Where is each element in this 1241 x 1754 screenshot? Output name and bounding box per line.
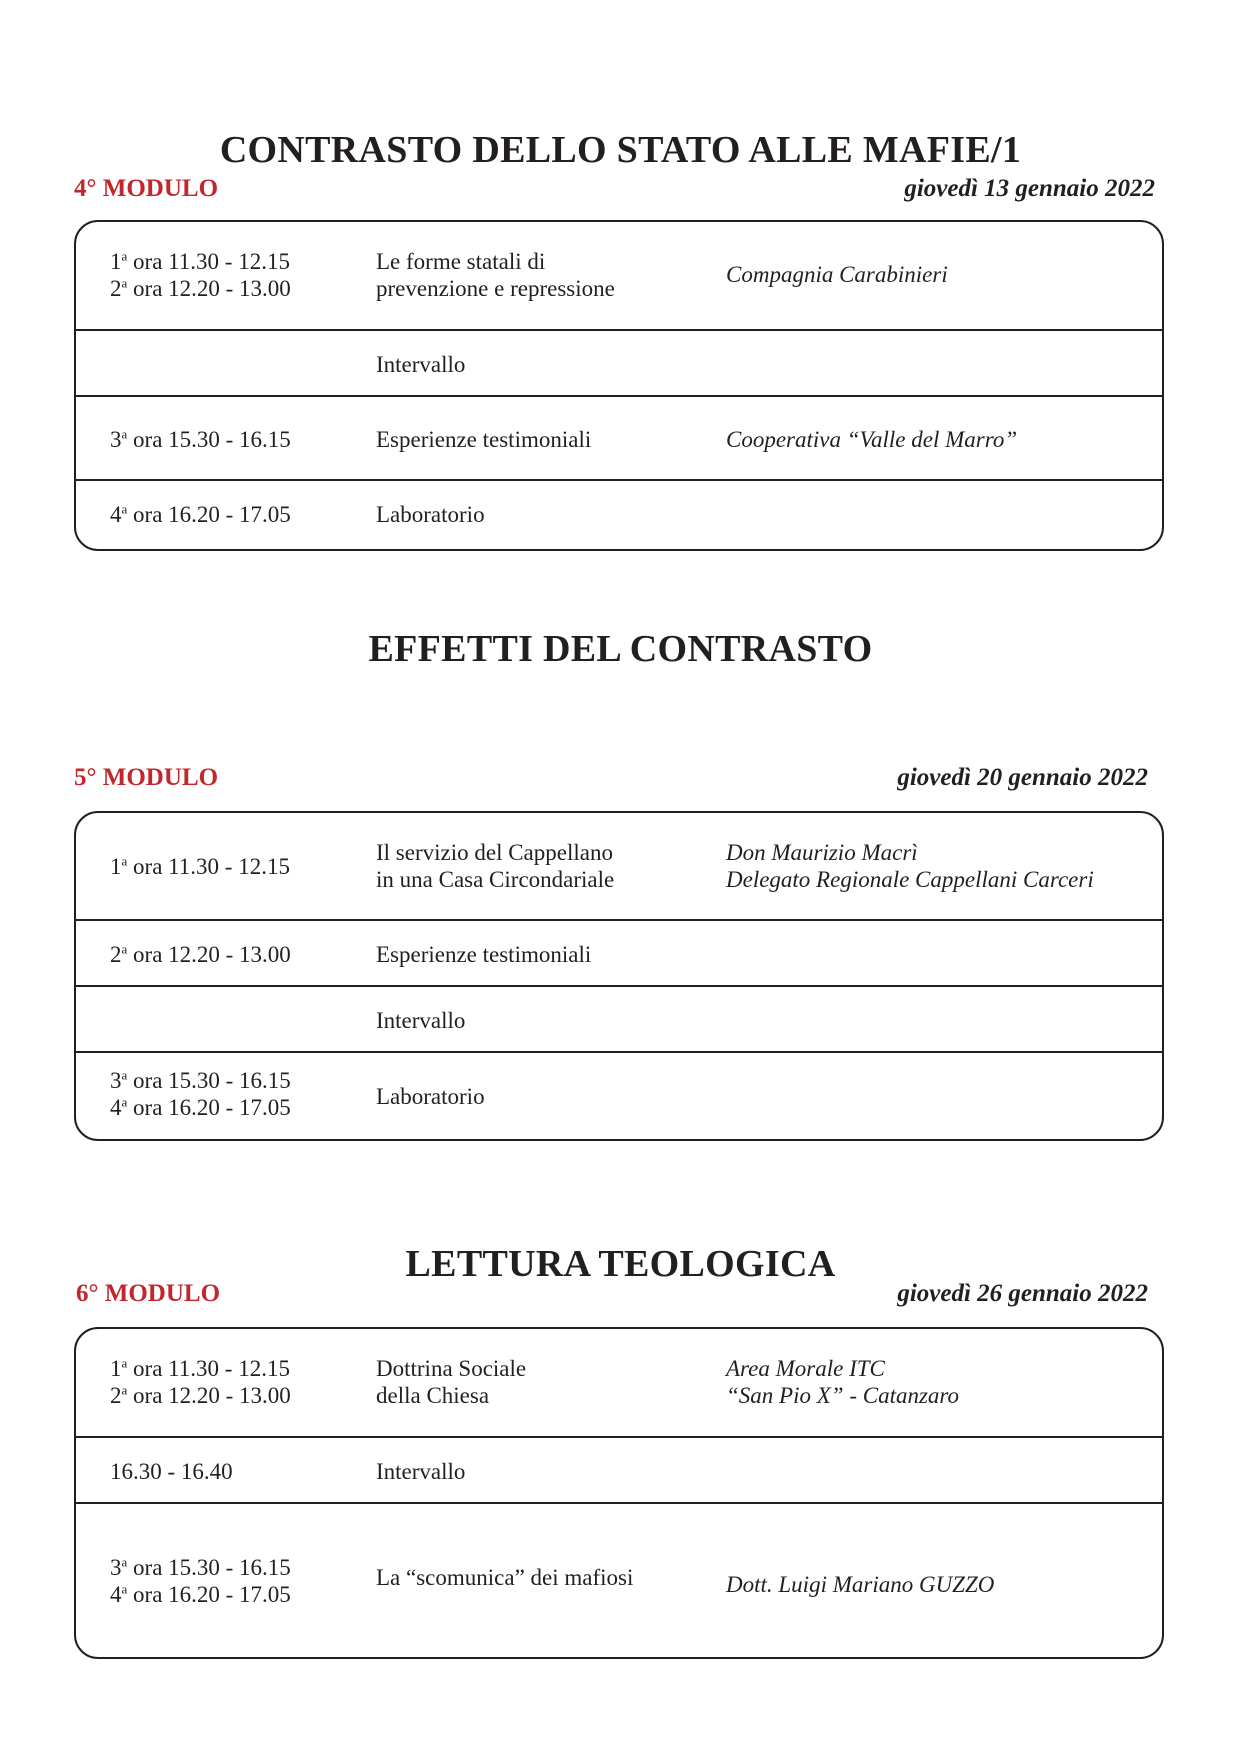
time-slots — [110, 501, 291, 528]
speaker — [726, 1571, 994, 1598]
section-heading: LETTURA TEOLOGICA — [405, 1243, 836, 1285]
time-slots — [110, 248, 291, 302]
topic — [376, 1007, 465, 1034]
ordinal-suffix: a — [121, 1094, 128, 1110]
topic — [376, 501, 485, 528]
schedule-row — [76, 919, 1162, 985]
ordinal-suffix: a — [121, 248, 128, 264]
time-range: ora 15.30 - 16.15 — [133, 1555, 291, 1580]
time-slot — [110, 1067, 291, 1094]
ordinal-suffix: a — [121, 1067, 128, 1083]
time-slot — [110, 941, 291, 968]
schedule-table — [74, 811, 1164, 1141]
time-range: ora 12.20 - 13.00 — [133, 942, 291, 967]
time-slot — [110, 1382, 291, 1409]
topic-line: Laboratorio — [376, 1084, 485, 1109]
topic-line: della Chiesa — [376, 1383, 490, 1408]
hour-number: 3 — [110, 1068, 122, 1093]
time-range: ora 16.20 - 17.05 — [133, 1582, 291, 1607]
time-slot — [110, 1355, 291, 1382]
topic — [376, 839, 614, 893]
hour-number: 3 — [110, 427, 122, 452]
hour-number: 1 — [110, 249, 122, 274]
time-slots — [110, 853, 290, 880]
speaker-line: Don Maurizio Macrì — [726, 840, 918, 865]
schedule-table — [74, 1327, 1164, 1659]
time-slots — [110, 426, 291, 453]
topic-line: Le forme statali di — [376, 249, 546, 274]
topic-line: in una Casa Circondariale — [376, 867, 615, 892]
time-slots — [110, 1067, 291, 1121]
schedule-row — [76, 1502, 1162, 1657]
time-slot — [110, 275, 291, 302]
ordinal-suffix: a — [121, 501, 128, 517]
schedule-row — [76, 1329, 1162, 1436]
ordinal-suffix: a — [121, 1581, 128, 1597]
speaker-line: Compagnia Carabinieri — [726, 262, 948, 287]
module-label: 4° MODULO — [74, 175, 219, 202]
hour-number: 4 — [110, 1582, 122, 1607]
topic — [376, 1083, 485, 1110]
ordinal-suffix: a — [121, 941, 128, 957]
schedule-row — [76, 329, 1162, 395]
time-slot — [110, 248, 291, 275]
speaker — [726, 426, 1017, 453]
topic-line: Esperienze testimoniali — [376, 427, 592, 452]
time-slot — [110, 1554, 291, 1581]
time-range: ora 16.20 - 17.05 — [133, 1095, 291, 1120]
speaker-line: Cooperativa “Valle del Marro” — [726, 427, 1018, 452]
module-date: giovedì 13 gennaio 2022 — [904, 175, 1155, 202]
ordinal-suffix: a — [121, 1355, 128, 1371]
hour-number: 2 — [110, 276, 122, 301]
topic-line: Laboratorio — [376, 502, 485, 527]
speaker-line: Dott. Luigi Mariano GUZZO — [726, 1572, 995, 1597]
topic-line: Dottrina Sociale — [376, 1356, 527, 1381]
topic — [376, 1355, 526, 1409]
time-range: ora 12.20 - 13.00 — [133, 276, 291, 301]
speaker — [726, 1355, 959, 1409]
schedule-row — [76, 985, 1162, 1051]
time-slot — [110, 1094, 291, 1121]
schedule-row — [76, 395, 1162, 479]
ordinal-suffix: a — [121, 853, 128, 869]
time-range: ora 15.30 - 16.15 — [133, 1068, 291, 1093]
topic — [376, 1458, 465, 1485]
topic — [376, 1564, 633, 1591]
module-date: giovedì 26 gennaio 2022 — [897, 1280, 1148, 1307]
time-slot — [110, 426, 291, 453]
speaker — [726, 839, 1094, 893]
time-slots — [110, 1355, 291, 1409]
topic — [376, 426, 591, 453]
topic — [376, 248, 615, 302]
speaker-line: “San Pio X” - Catanzaro — [726, 1383, 960, 1408]
module-label: 5° MODULO — [74, 764, 219, 791]
topic-line: Intervallo — [376, 1459, 466, 1484]
topic-line: Il servizio del Cappellano — [376, 840, 613, 865]
hour-number: 4 — [110, 1095, 122, 1120]
time-slot — [110, 501, 291, 528]
time-slot — [110, 1581, 291, 1608]
schedule-row — [76, 1051, 1162, 1139]
ordinal-suffix: a — [121, 1382, 128, 1398]
hour-number: 2 — [110, 1383, 122, 1408]
time-range: ora 11.30 - 12.15 — [133, 854, 290, 879]
speaker-line: Area Morale ITC — [726, 1356, 885, 1381]
ordinal-suffix: a — [121, 426, 128, 442]
time-range: 16.30 - 16.40 — [110, 1459, 233, 1484]
speaker — [726, 261, 948, 288]
schedule-table — [74, 220, 1164, 551]
topic-line: La “scomunica” dei mafiosi — [376, 1565, 634, 1590]
module-date: giovedì 20 gennaio 2022 — [897, 764, 1148, 791]
time-slot — [110, 1458, 233, 1485]
time-range: ora 12.20 - 13.00 — [133, 1383, 291, 1408]
ordinal-suffix: a — [121, 275, 128, 291]
section-heading: EFFETTI DEL CONTRASTO — [368, 628, 873, 670]
time-range: ora 16.20 - 17.05 — [133, 502, 291, 527]
topic-line: prevenzione e repressione — [376, 276, 615, 301]
time-slots — [110, 941, 291, 968]
schedule-row — [76, 222, 1162, 329]
time-slots — [110, 1554, 291, 1608]
topic — [376, 351, 465, 378]
time-slot — [110, 853, 290, 880]
hour-number: 1 — [110, 1356, 122, 1381]
topic — [376, 941, 591, 968]
time-range: ora 11.30 - 12.15 — [133, 249, 290, 274]
topic-line: Esperienze testimoniali — [376, 942, 592, 967]
hour-number: 2 — [110, 942, 122, 967]
time-range: ora 15.30 - 16.15 — [133, 427, 291, 452]
topic-line: Intervallo — [376, 1008, 466, 1033]
module-label: 6° MODULO — [76, 1280, 221, 1307]
time-range: ora 11.30 - 12.15 — [133, 1356, 290, 1381]
schedule-row — [76, 479, 1162, 549]
section-heading: CONTRASTO DELLO STATO ALLE MAFIE/1 — [219, 129, 1022, 171]
hour-number: 3 — [110, 1555, 122, 1580]
speaker-line: Delegato Regionale Cappellani Carceri — [726, 867, 1094, 892]
schedule-row — [76, 1436, 1162, 1502]
hour-number: 4 — [110, 502, 122, 527]
ordinal-suffix: a — [121, 1554, 128, 1570]
hour-number: 1 — [110, 854, 122, 879]
time-slots — [110, 1458, 233, 1485]
topic-line: Intervallo — [376, 352, 466, 377]
schedule-row — [76, 813, 1162, 919]
